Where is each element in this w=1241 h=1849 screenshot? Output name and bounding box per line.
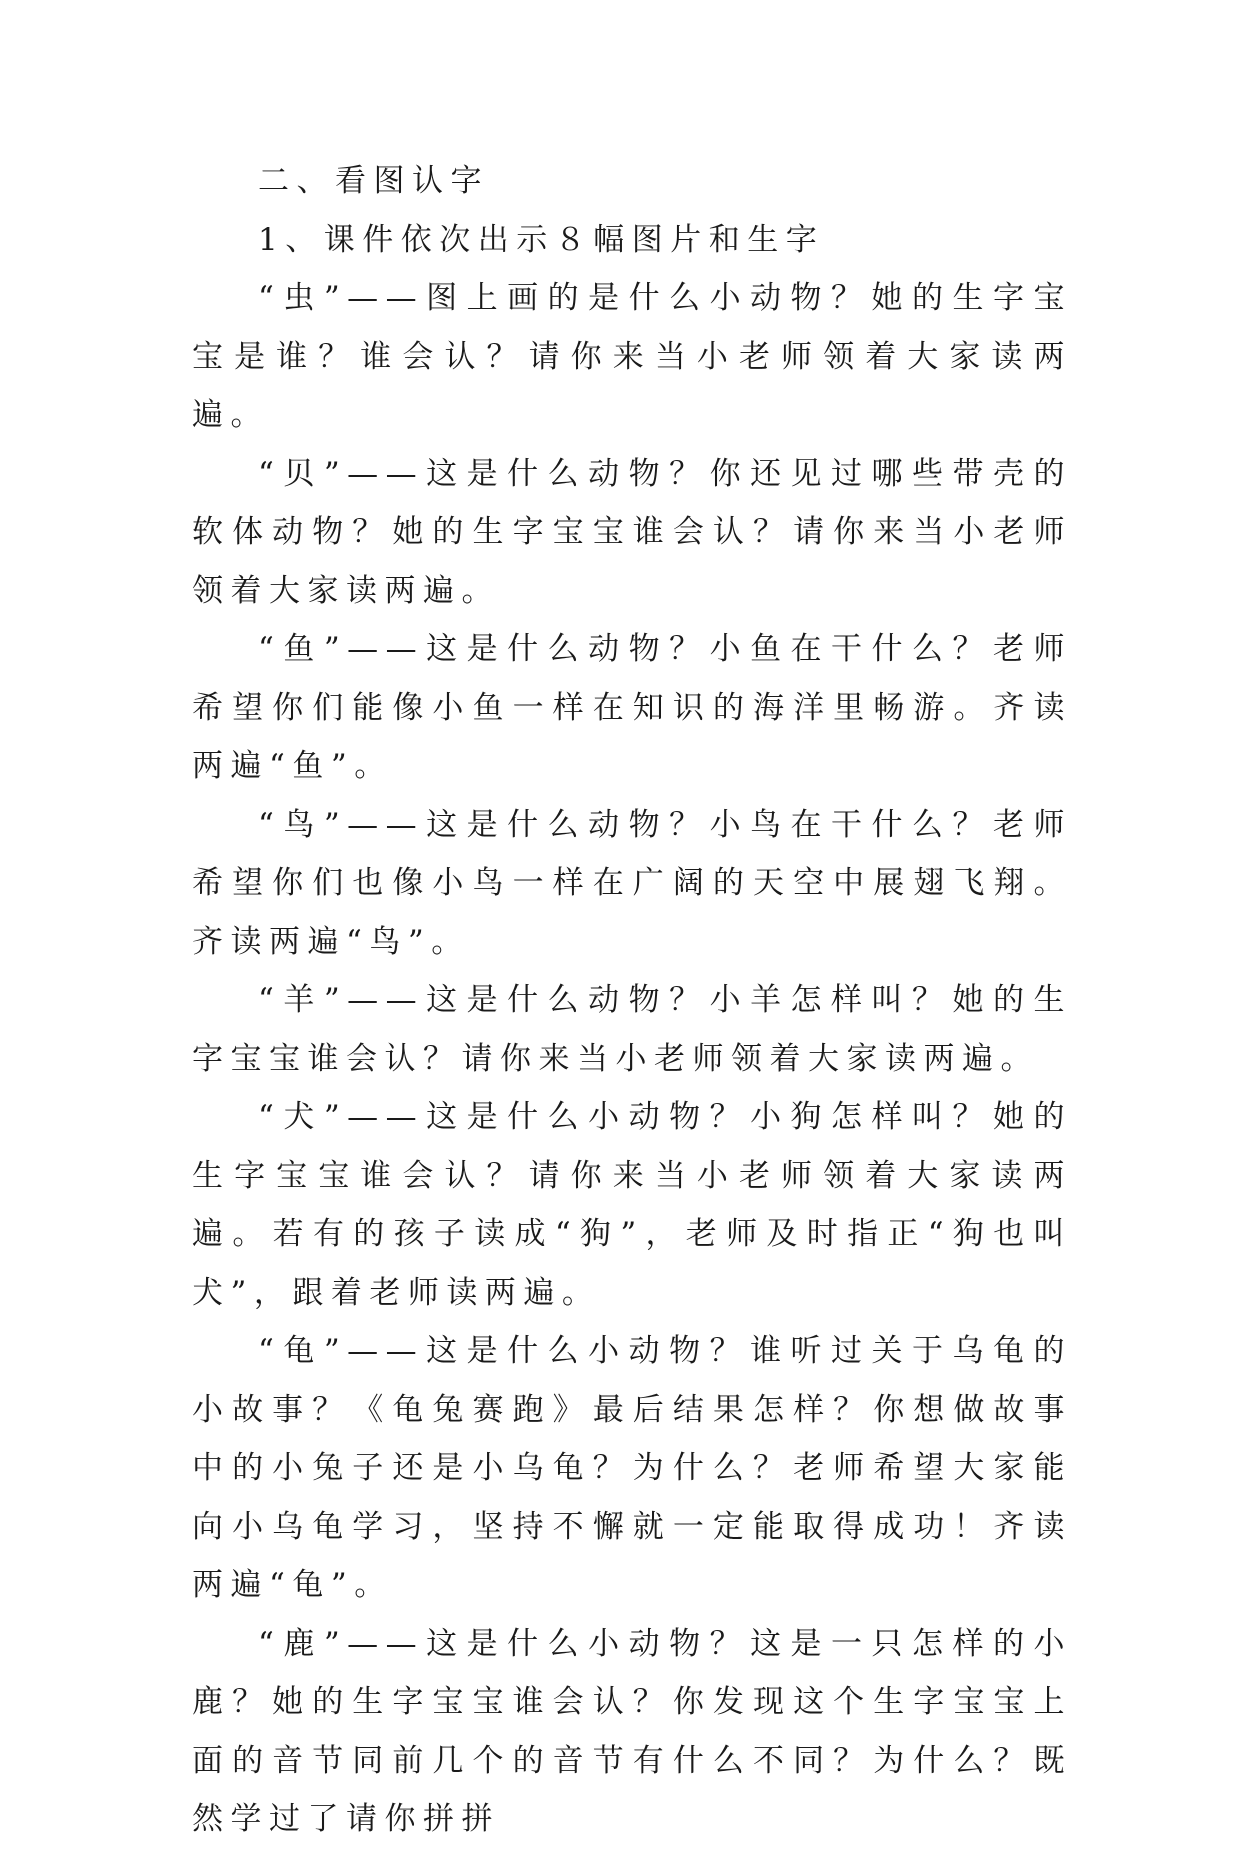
paragraph-chong: “虫”——图上画的是什么小动物？她的生字宝宝是谁？谁会认？请你来当小老师领着大家读两遍。 [192,280,1072,433]
document-body [192,152,1072,1849]
paragraph-bei: “贝”——这是什么动物？你还见过哪些带壳的软体动物？她的生字宝宝谁会认？请你来当小老师领着大家读两遍。 [192,455,1072,609]
paragraph-yang: “羊”——这是什么动物？小羊怎样叫？她的生字宝宝谁会认？请你来当小老师领着大家读两遍。 [192,982,1072,1077]
paragraph-courseware-intro: 1、课件依次出示８幅图片和生字 [258,221,825,258]
paragraph-niao: “鸟”——这是什么动物？小鸟在干什么？老师希望你们也像小鸟一样在广阔的天空中展翅飞翔。齐读两遍“鸟”。 [192,806,1072,960]
paragraph-yu: “鱼”——这是什么动物？小鱼在干什么？老师希望你们能像小鱼一样在知识的海洋里畅游。齐读两遍“鱼”。 [192,631,1072,784]
paragraph-gui: “龟”——这是什么小动物？谁听过关于乌龟的小故事？《龟兔赛跑》最后结果怎样？你想做故事中的小兔子还是小乌龟？为什么？老师希望大家能向小乌龟学习，坚持不懈就一定能取得成功！齐读两遍“龟”。 [192,1333,1072,1603]
section-heading: 二、看图认字 [258,163,489,199]
paragraph-quan: “犬”——这是什么小动物？小狗怎样叫？她的生字宝宝谁会认？请你来当小老师领着大家读两遍。若有的孩子读成“狗”，老师及时指正“狗也叫犬”，跟着老师读两遍。 [192,1099,1072,1311]
paragraph-lu: “鹿”——这是什么小动物？这是一只怎样的小鹿？她的生字宝宝谁会认？你发现这个生字宝宝上面的音节同前几个的音节有什么不同？为什么？既然学过了请你拼拼 [192,1625,1072,1837]
